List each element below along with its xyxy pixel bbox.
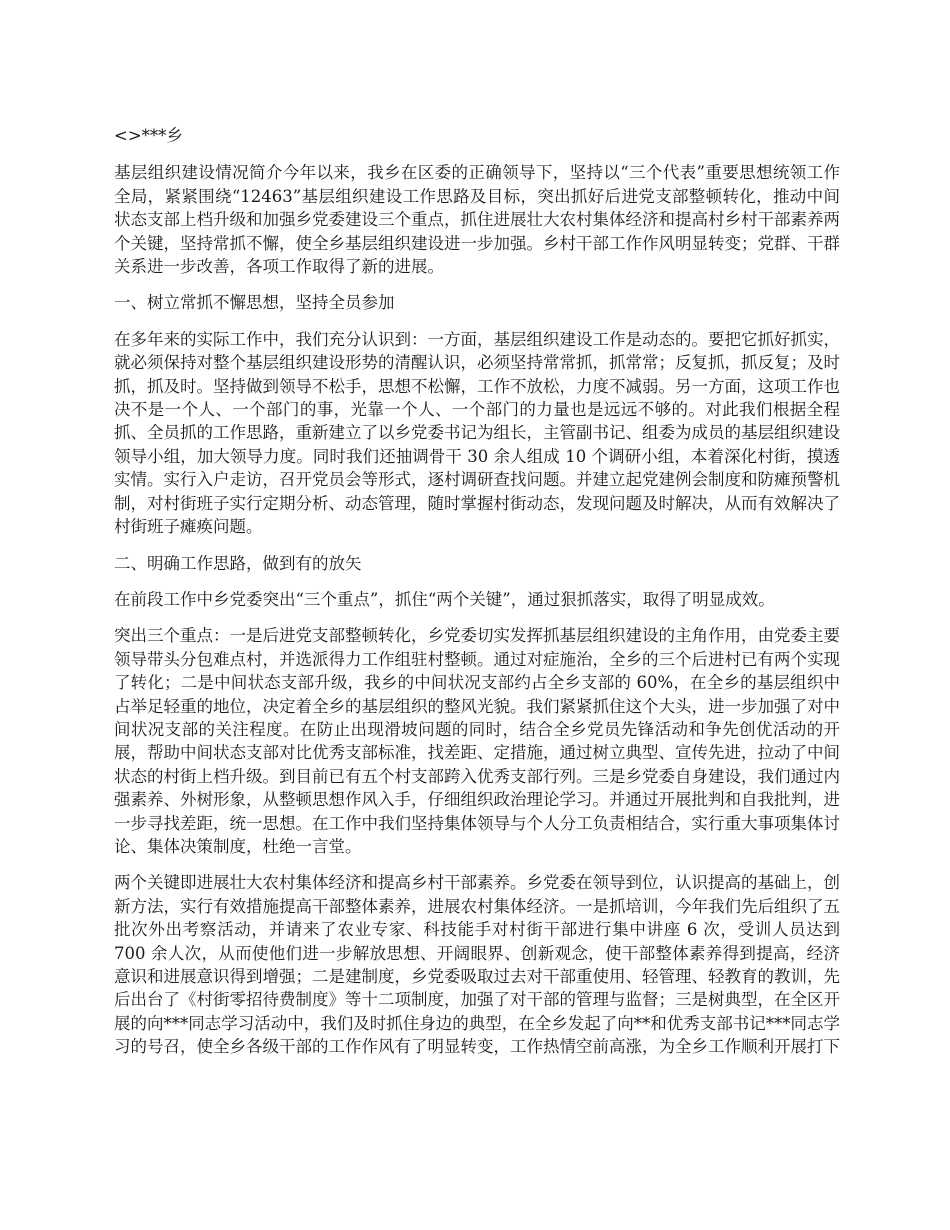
two-keys-paragraph: 两个关键即进展壮大农村集体经济和提高乡村干部素养。乡党委在领导到位，认识提高的基础上，创新方法，实行有效措施提高干部整体素养，进展农村集体经济。一是抓培训，今年我们先后组织了五批次外出考察活动，并请来了农业专家、科技能手对村街干部进行集中讲座 6 次，受训人员达到 700 余人次，从而使他们进一步解放思想、开阔眼界、创新观念，使干部整体素养得到提高，经济意识和进展意识得到增强；二是建制度，乡党委吸取过去对干部重使用、轻管理、轻教育的教训，先后出台了《村街零招待费制度》等十二项制度，加强了对干部的管理与监督；三是树典型，在全区开展的向***同志学习活动中，我们及时抓住身边的典型，在全乡发起了向**和优秀支部书记***同志学习的号召，使全乡各级干部的工作作风有了明显转变，工作热情空前高涨，为全乡工作顺利开展打下	[114, 873, 840, 1057]
document-title: <>***乡	[114, 126, 183, 145]
section-heading-1: 一、树立常抓不懈思想，坚持全员参加	[114, 293, 395, 313]
three-key-points-paragraph: 突出三个重点：一是后进党支部整顿转化，乡党委切实发挥抓基层组织建设的主角作用，由党委主要领导带头分包难点村，并选派得力工作组驻村整顿。通过对症施治，全乡的三个后进村已有两个实现了转化；二是中间状态支部升级，我乡的中间状况支部约占全乡支部的 60%，在全乡的基层组织中占举足轻重的地位，决定着全乡的基层组织的整风光貌。我们紧紧抓住这个大头，进一步加强了对中间状况支部的关注程度。在防止出现滑坡问题的同时，结合全乡党员先锋活动和争先创优活动的开展，帮助中间状态支部对比优秀支部标准，找差距、定措施，通过树立典型、宣传先进，拉动了中间状态的村街上档升级。到目前已有五个村支部跨入优秀支部行列。三是乡党委自身建设，我们通过内强素养、外树形象，从整顿思想作风入手，仔细组织政治理论学习。并通过开展批判和自我批判，进一步寻找差距，统一思想。在工作中我们坚持集体领导与个人分工负责相结合，实行重大事项集体讨论、集体决策制度，杜绝一言堂。	[114, 626, 840, 856]
intro-paragraph: 基层组织建设情况简介今年以来，我乡在区委的正确领导下，坚持以“三个代表”重要思想统领工作全局，紧紧围绕“12463”基层组织建设工作思路及目标，突出抓好后进党支部整顿转化，推动中间状态支部上档升级和加强乡党委建设三个重点，抓住进展壮大农村集体经济和提高村乡村干部素养两个关键，坚持常抓不懈，使全乡基层组织建设进一步加强。乡村干部工作作风明显转变；党群、干群关系进一步改善，各项工作取得了新的进展。	[114, 163, 840, 277]
section-2-intro-paragraph: 在前段工作中乡党委突出“三个重点”，抓住“两个关键”，通过狠抓落实，取得了明显成效。	[114, 589, 775, 609]
document-body	[114, 124, 840, 1072]
section-heading-2: 二、明确工作思路，做到有的放矢	[114, 553, 362, 573]
section-1-paragraph: 在多年来的实际工作中，我们充分认识到：一方面，基层组织建设工作是动态的。要把它抓好抓实，就必须保持对整个基层组织建设形势的清醒认识，必须坚持常常抓，抓常常；反复抓，抓反复；及时抓，抓及时。坚持做到领导不松手，思想不松懈，工作不放松，力度不减弱。另一方面，这项工作也决不是一个人、一个部门的事，光靠一个人、一个部门的力量也是远远不够的。对此我们根据全程抓、全员抓的工作思路，重新建立了以乡党委书记为组长，主管副书记、组委为成员的基层组织建设领导小组，加大领导力度。同时我们还抽调骨干 30 余人组成 10 个调研小组，本着深化村街，摸透实情。实行入户走访，召开党员会等形式，逐村调研查找问题。并建立起党建例会制度和防瘫预警机制，对村街班子实行定期分析、动态管理，随时掌握村街动态，发现问题及时解决，从而有效解决了村街班子瘫痪问题。	[114, 329, 840, 537]
